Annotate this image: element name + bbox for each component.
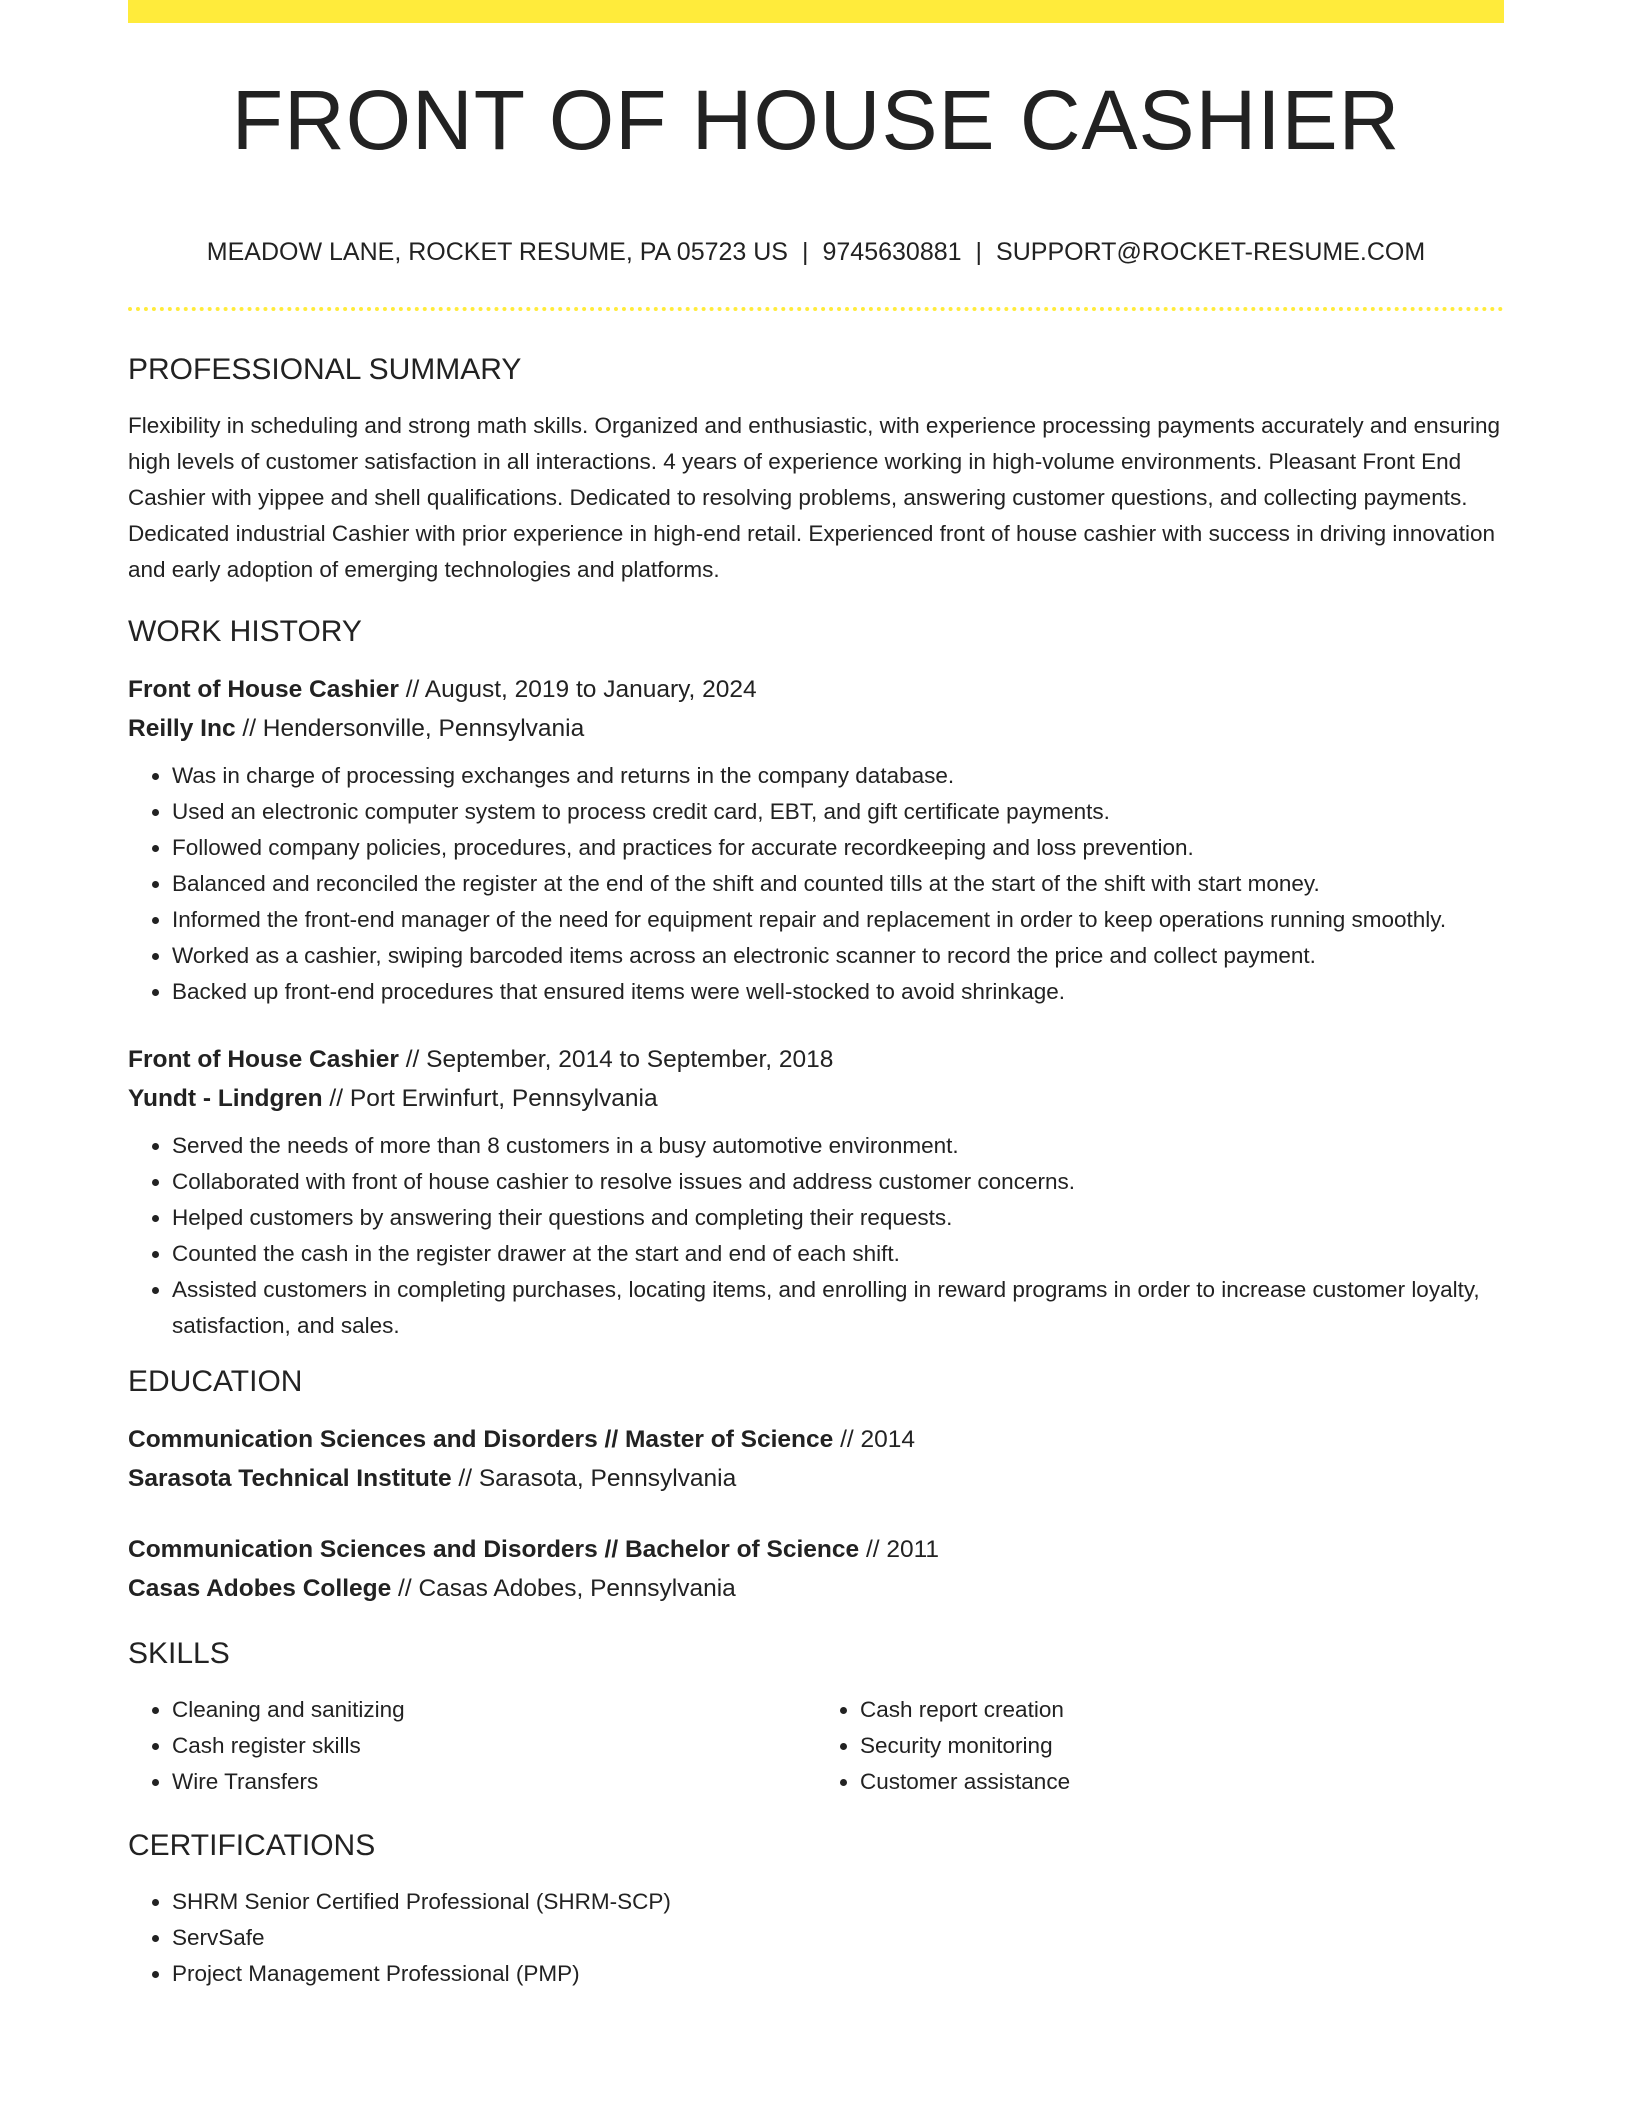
school: Sarasota Technical Institute	[128, 1465, 452, 1492]
section-heading: SKILLS	[128, 1637, 230, 1670]
section-heading: WORK HISTORY	[128, 615, 362, 648]
degree-line	[128, 1530, 1504, 1569]
accent-bar	[128, 0, 1504, 23]
job-location: // Hendersonville, Pennsylvania	[235, 715, 585, 742]
job-dates: // August, 2019 to January, 2024	[398, 676, 757, 703]
job-bullets	[128, 1128, 1504, 1344]
contact-line	[128, 240, 1504, 265]
summary-section	[128, 352, 1504, 588]
list-item: • Cash report creation	[860, 1692, 1504, 1728]
work-history-section	[128, 614, 1504, 1344]
list-item: • Project Management Professional (PMP)	[172, 1956, 1504, 1992]
certifications-section	[128, 1828, 1504, 1992]
resume-body	[128, 352, 1504, 1992]
job-company-line	[128, 1079, 1504, 1118]
list-item: • Served the needs of more than 8 customers in a busy automotive environment.	[172, 1128, 1504, 1164]
list-item: • Was in charge of processing exchanges and returns in the company database.	[172, 758, 1504, 794]
degree-year: // 2014	[833, 1426, 916, 1453]
list-item: • Collaborated with front of house cashier to resolve issues and address customer concerns.	[172, 1164, 1504, 1200]
contact-separator: |	[802, 238, 809, 266]
job-bullets	[128, 758, 1504, 1010]
list-item: • ServSafe	[172, 1920, 1504, 1956]
list-item: • Backed up front-end procedures that ensured items were well-stocked to avoid shrinkage.	[172, 974, 1504, 1010]
contact-address: MEADOW LANE, ROCKET RESUME, PA 05723 US	[206, 238, 788, 266]
section-heading: EDUCATION	[128, 1365, 303, 1398]
list-item: • SHRM Senior Certified Professional (SHRM-SCP)	[172, 1884, 1504, 1920]
school-line	[128, 1569, 1504, 1608]
job-company: Yundt - Lindgren	[128, 1085, 323, 1112]
list-item: • Used an electronic computer system to process credit card, EBT, and gift certificate payments.	[172, 794, 1504, 830]
degree: Communication Sciences and Disorders // Bachelor of Science	[128, 1536, 860, 1563]
section-heading: PROFESSIONAL SUMMARY	[128, 353, 522, 386]
page-title: FRONT OF HOUSE CASHIER	[231, 73, 1401, 167]
job-entry	[128, 1040, 1504, 1344]
job-title-line	[128, 670, 1504, 709]
skills-list-left	[128, 1692, 816, 1800]
summary-text: Flexibility in scheduling and strong math skills. Organized and enthusiastic, with experience processing payments accurately and ensuring high levels of customer satisfaction in all interactions. 4 years of experience working in high-volume environments. Pleasant Front End Cashier with yippee and shell qualifications. Dedicated to resolving problems, answering customer questions, and collecting payments. Dedicated industrial Cashier with prior experience in high-end retail. Experienced front of house cashier with success in driving innovation and early adoption of emerging technologies and platforms.	[128, 413, 1500, 582]
section-heading: CERTIFICATIONS	[128, 1829, 376, 1862]
header-divider	[128, 307, 1504, 311]
job-dates: // September, 2014 to September, 2018	[398, 1046, 834, 1073]
job-title: Front of House Cashier	[128, 1046, 399, 1073]
job-company-line	[128, 709, 1504, 748]
degree-year: // 2011	[859, 1536, 940, 1563]
list-item: • Customer assistance	[860, 1764, 1504, 1800]
list-item: • Security monitoring	[860, 1728, 1504, 1764]
school-line	[128, 1459, 1504, 1498]
list-item: • Cash register skills	[172, 1728, 816, 1764]
job-title-line	[128, 1040, 1504, 1079]
school-location: // Sarasota, Pennsylvania	[451, 1465, 737, 1492]
contact-email: SUPPORT@ROCKET-RESUME.COM	[996, 238, 1426, 266]
list-item: • Worked as a cashier, swiping barcoded items across an electronic scanner to record the price and collect payment.	[172, 938, 1504, 974]
job-company: Reilly Inc	[128, 715, 236, 742]
skills-section	[128, 1636, 1504, 1800]
list-item: • Followed company policies, procedures, and practices for accurate recordkeeping and loss prevention.	[172, 830, 1504, 866]
list-item: • Assisted customers in completing purchases, locating items, and enrolling in reward programs in order to increase customer loyalty, satisfaction, and sales.	[172, 1272, 1504, 1344]
school: Casas Adobes College	[128, 1575, 392, 1602]
list-item: • Counted the cash in the register drawer at the start and end of each shift.	[172, 1236, 1504, 1272]
contact-separator: |	[975, 238, 983, 266]
degree-line	[128, 1420, 1504, 1459]
job-title: Front of House Cashier	[128, 676, 399, 703]
job-location: // Port Erwinfurt, Pennsylvania	[322, 1085, 658, 1112]
list-item: • Wire Transfers	[172, 1764, 816, 1800]
skills-list-right	[816, 1692, 1504, 1800]
contact-phone: 9745630881	[822, 238, 962, 266]
list-item: • Helped customers by answering their questions and completing their requests.	[172, 1200, 1504, 1236]
education-entry	[128, 1530, 1504, 1608]
list-item: • Cleaning and sanitizing	[172, 1692, 816, 1728]
school-location: // Casas Adobes, Pennsylvania	[391, 1575, 736, 1602]
list-item: • Balanced and reconciled the register at the end of the shift and counted tills at the start of the shift with start money.	[172, 866, 1504, 902]
degree: Communication Sciences and Disorders // Master of Science	[128, 1426, 834, 1453]
job-entry	[128, 670, 1504, 1010]
education-section	[128, 1364, 1504, 1608]
education-entry	[128, 1420, 1504, 1498]
skills-columns	[128, 1692, 1504, 1800]
certifications-list	[128, 1884, 1504, 1992]
list-item: • Informed the front-end manager of the need for equipment repair and replacement in order to keep operations running smoothly.	[172, 902, 1504, 938]
